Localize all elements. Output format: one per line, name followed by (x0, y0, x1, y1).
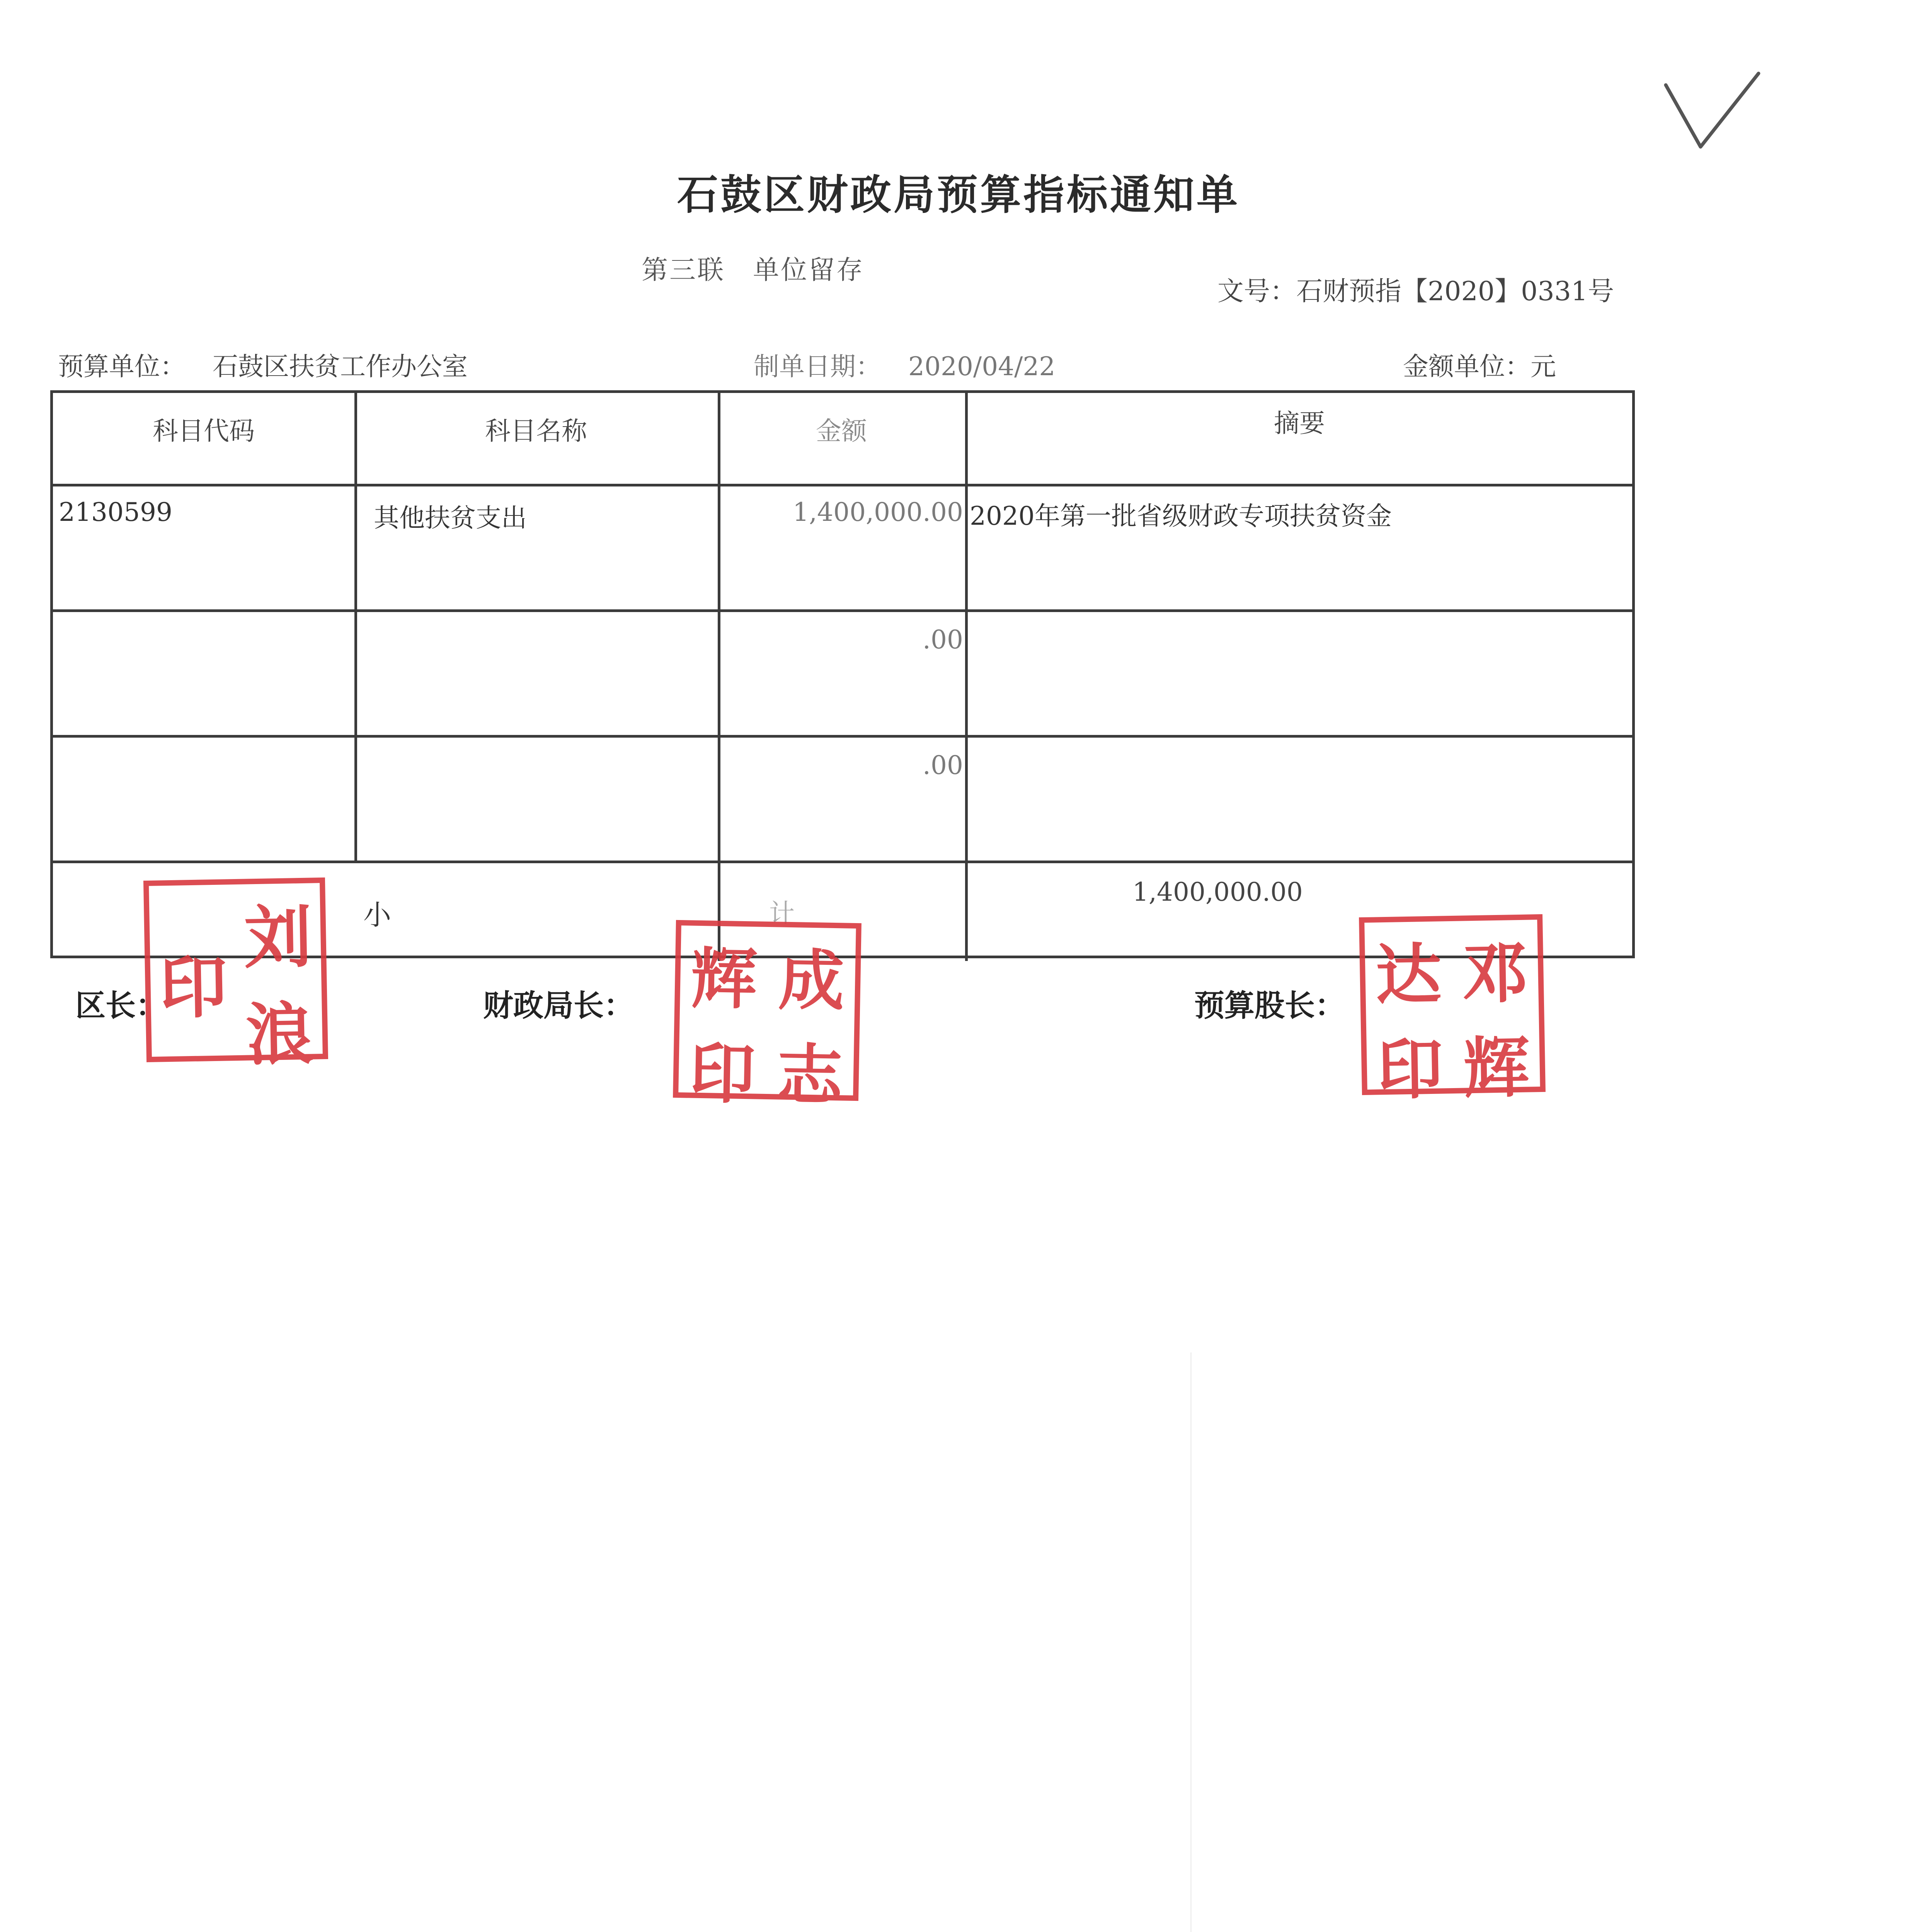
row1-amount: 1,400,000.00 (793, 497, 963, 527)
currency-unit (1403, 346, 1556, 383)
currency-unit-label: 金额单位： (1403, 352, 1531, 381)
issue-date-value: 2020/04/22 (908, 352, 1056, 381)
seal-char: 辉 (1463, 1029, 1530, 1107)
document-number-value: 石财预指【2020】0331号 (1296, 276, 1614, 307)
subtotal-amount: 1,400,000.00 (1132, 877, 1303, 907)
table-rule (53, 861, 1632, 863)
finance-director-signature: 财政局长： (483, 988, 634, 1023)
header-account-code: 科目代码 (153, 416, 255, 446)
table-column-divider (718, 393, 720, 961)
table-rule (53, 735, 1632, 738)
subtotal-label-end: 计 (769, 898, 795, 928)
budget-section-head-signature: 预算股长： (1194, 988, 1345, 1023)
seal-cheng-zhi-hui (673, 920, 861, 1115)
paper-fold-line (1190, 1352, 1192, 1932)
seal-deng-hui-da (1359, 914, 1546, 1109)
budget-unit-value: 石鼓区扶贫工作办公室 (213, 352, 468, 381)
seal-char: 刘 (243, 898, 313, 978)
seal-char: 辉 (690, 940, 758, 1019)
header-account-name: 科目名称 (485, 416, 587, 446)
seal-liu-lang (143, 878, 328, 1075)
seal-char: 达 (1375, 936, 1442, 1014)
seal-char: 成 (778, 942, 845, 1020)
row3-amount: .00 (923, 750, 963, 780)
document-number (1217, 270, 1614, 308)
table-column-divider (965, 393, 968, 961)
seal-char: 印 (689, 1035, 756, 1113)
row1-account-name: 其他扶贫支出 (374, 503, 527, 533)
issue-date-label: 制单日期： (754, 352, 881, 381)
seal-char: 浪 (245, 995, 314, 1075)
table-column-divider (354, 393, 357, 861)
seal-char: 志 (776, 1037, 843, 1115)
checkmark-annotation (1662, 70, 1762, 156)
budget-table (50, 390, 1635, 958)
row1-account-code: 2130599 (59, 497, 172, 527)
table-rule (53, 609, 1632, 612)
budget-unit-label: 预算单位： (58, 352, 186, 381)
document-number-label: 文号： (1217, 276, 1297, 307)
currency-unit-value: 元 (1531, 352, 1556, 381)
seal-char: 邓 (1461, 935, 1529, 1013)
seal-char: 印 (1376, 1031, 1444, 1109)
seal-char: 印 (159, 948, 228, 1028)
header-summary: 摘要 (1274, 408, 1325, 438)
row2-amount: .00 (923, 625, 963, 655)
issue-date (754, 346, 1055, 383)
header-amount: 金额 (816, 416, 867, 446)
subtotal-label: 小 (363, 899, 392, 931)
district-head-signature: 区长： (75, 988, 166, 1023)
budget-unit (58, 346, 468, 383)
document-title: 石鼓区财政局预算指标通知单 (677, 171, 1240, 219)
table-rule (53, 484, 1632, 486)
row1-summary: 2020年第一批省级财政专项扶贫资金 (970, 501, 1392, 531)
document-subtitle: 第三联 单位留存 (642, 255, 865, 286)
